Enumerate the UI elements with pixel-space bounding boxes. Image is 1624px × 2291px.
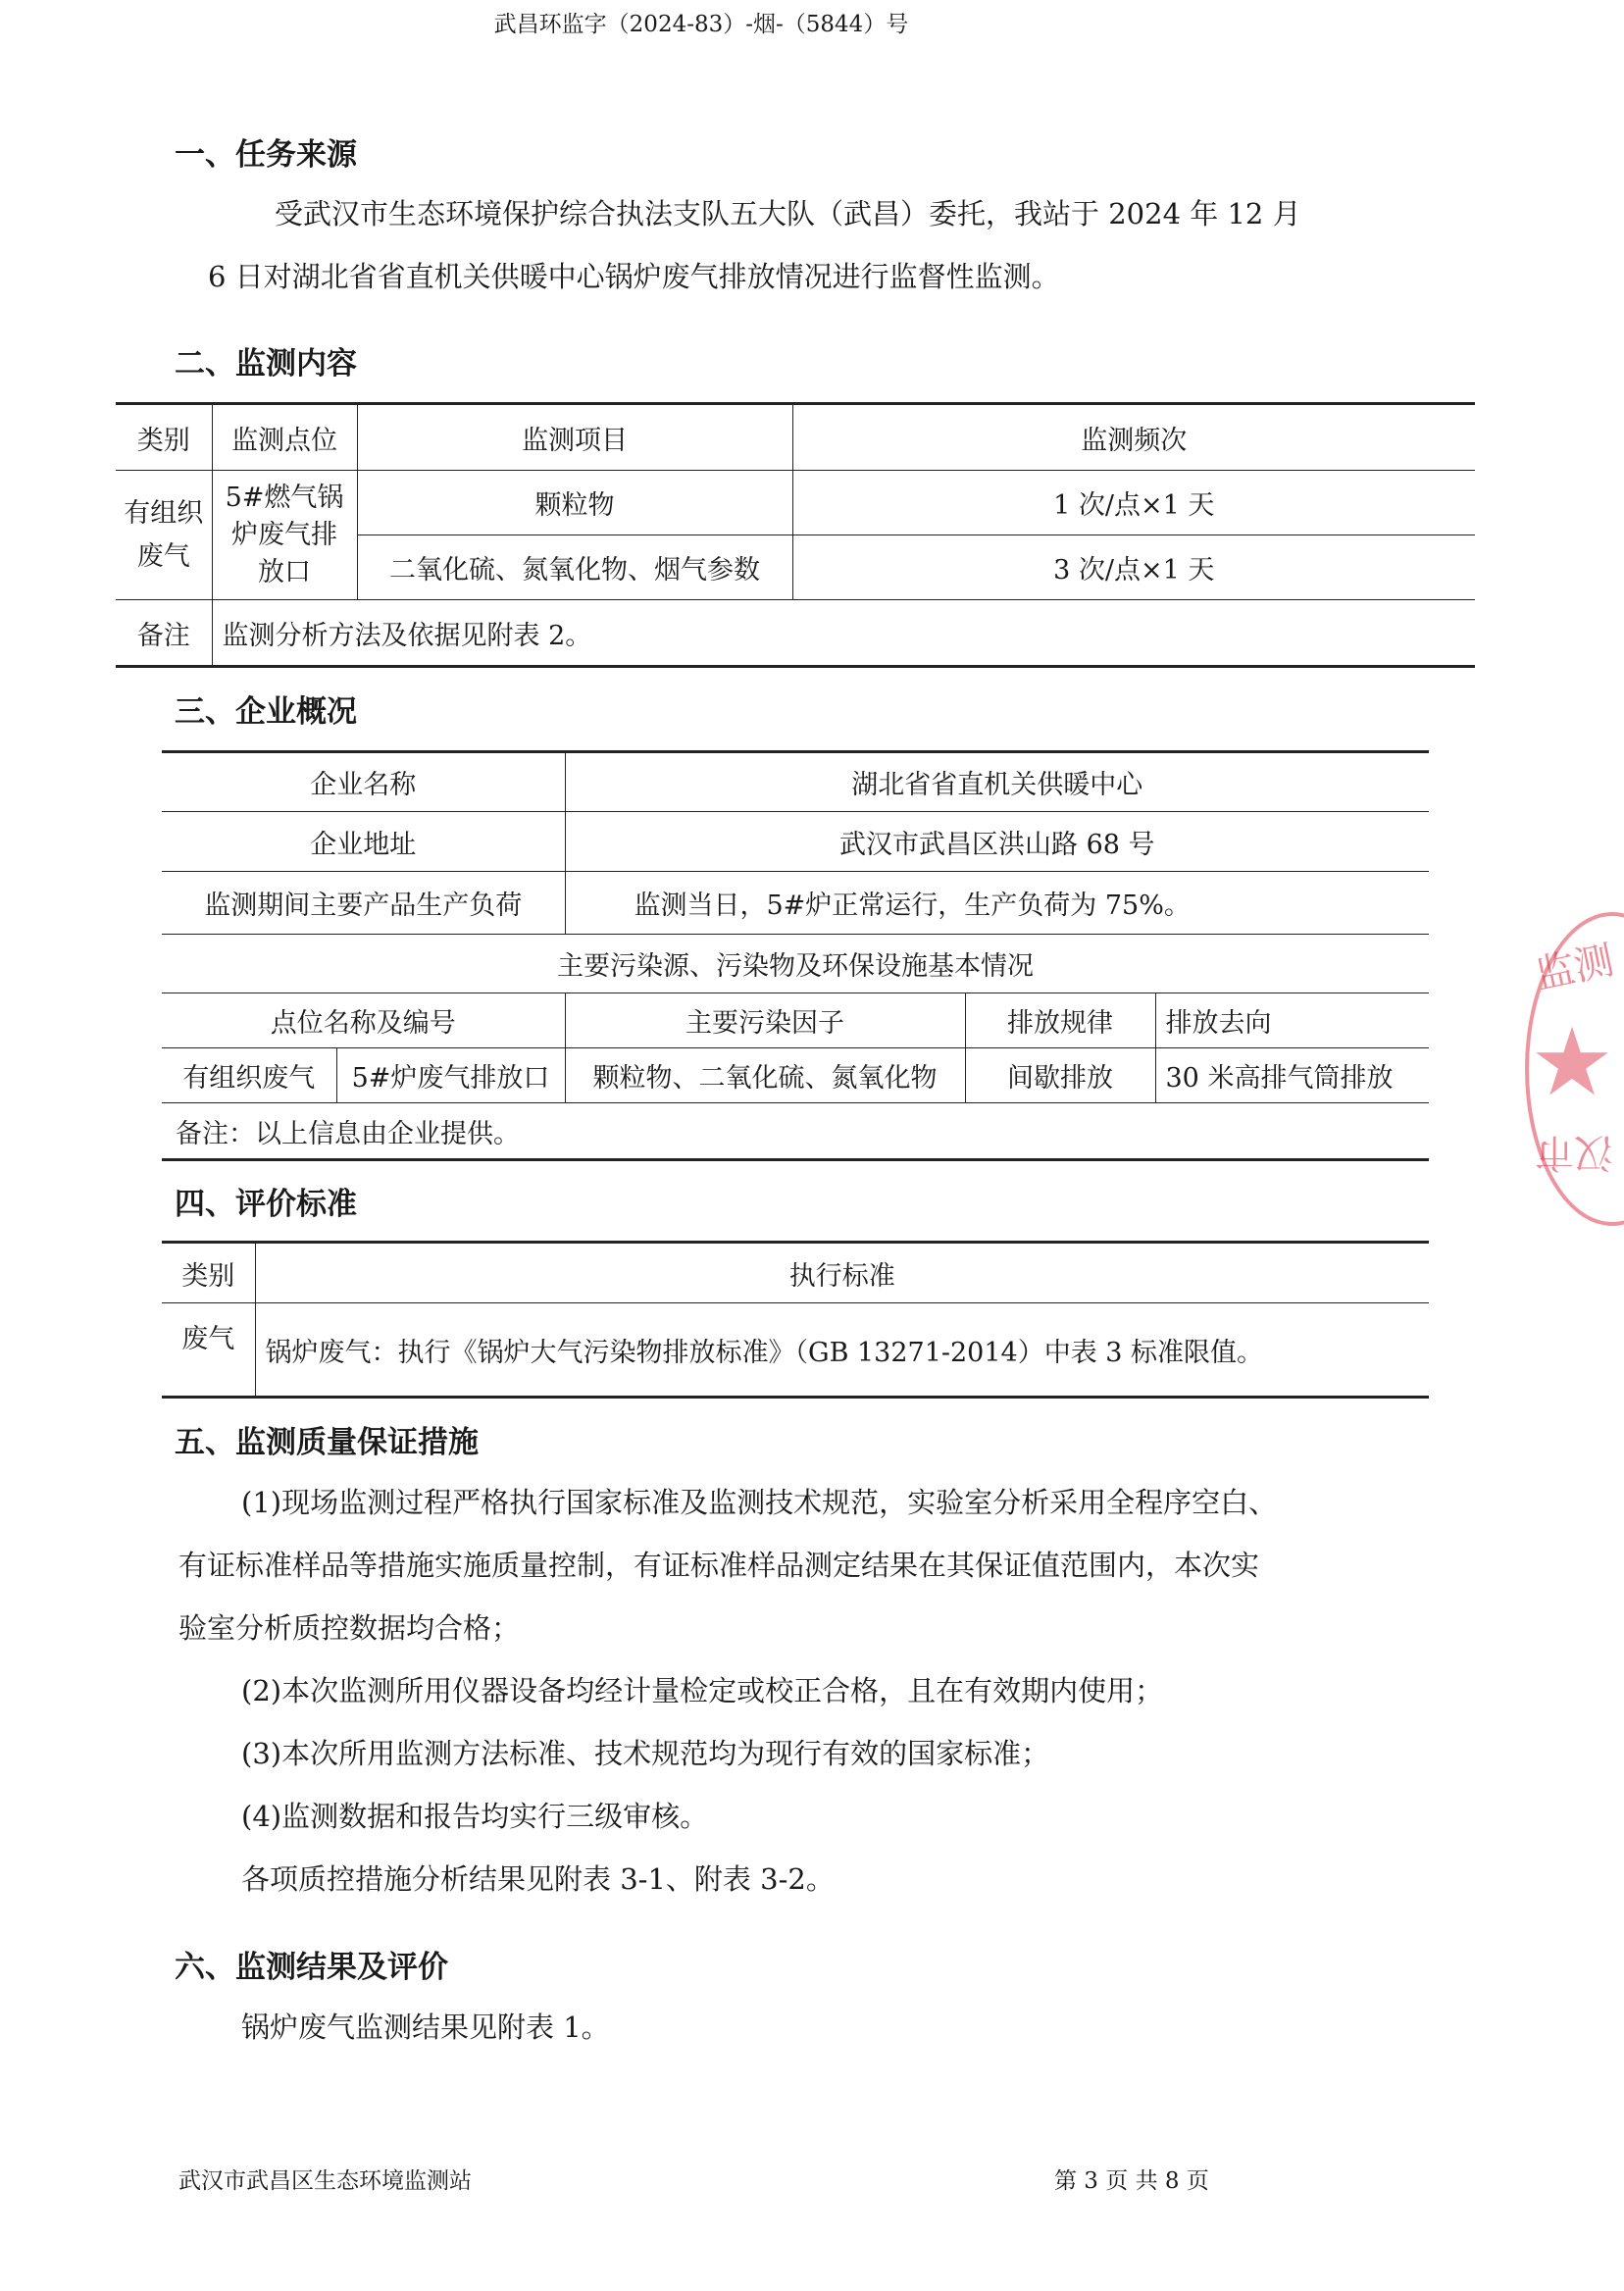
point-line-2: 炉废气排 bbox=[231, 519, 337, 550]
section-4-title: 四、评价标准 bbox=[175, 1187, 357, 1222]
item-cell: 颗粒物 bbox=[357, 471, 792, 535]
remark-label: 备注 bbox=[116, 600, 212, 667]
monitoring-content-table bbox=[116, 402, 1475, 668]
point-cell bbox=[212, 471, 357, 600]
source-type: 有组织废气 bbox=[162, 1048, 336, 1103]
enterprise-name: 湖北省省直机关供暖中心 bbox=[565, 752, 1429, 812]
footer-page-number: 第 3 页 共 8 页 bbox=[1054, 2168, 1209, 2194]
production-load: 监测当日，5#炉正常运行，生产负荷为 75%。 bbox=[565, 872, 1429, 935]
header-frequency: 监测频次 bbox=[792, 404, 1475, 471]
section-3-title: 三、企业概况 bbox=[175, 694, 357, 730]
column-point-name: 点位名称及编号 bbox=[162, 993, 565, 1048]
frequency-cell: 3 次/点×1 天 bbox=[792, 535, 1475, 600]
seal-text-bottom: 汉市 bbox=[1535, 1130, 1613, 1175]
qa-line-3: 验室分析质控数据均合格； bbox=[178, 1611, 521, 1645]
source-point: 5#炉废气排放口 bbox=[336, 1048, 565, 1103]
header-point: 监测点位 bbox=[212, 404, 357, 471]
seal-star-icon: ★ bbox=[1530, 1007, 1615, 1117]
enterprise-address: 武汉市武昌区洪山路 68 号 bbox=[565, 812, 1429, 872]
point-line-1: 5#燃气锅 bbox=[225, 482, 344, 513]
qa-line-6: (4)监测数据和报告均实行三级审核。 bbox=[241, 1800, 709, 1833]
qa-line-4: (2)本次监测所用仪器设备均经计量检定或校正合格，且在有效期内使用； bbox=[241, 1674, 1164, 1707]
qa-line-5: (3)本次所用监测方法标准、技术规范均为现行有效的国家标准； bbox=[241, 1737, 1050, 1770]
enterprise-overview-table bbox=[162, 750, 1429, 1161]
section-1-line-1: 受武汉市生态环境保护综合执法支队五大队（武昌）委托，我站于 2024 年 12 月 bbox=[275, 197, 1301, 230]
standard-header-execution: 执行标准 bbox=[255, 1243, 1429, 1303]
seal-text-top: 监测 bbox=[1531, 938, 1618, 998]
qa-line-7: 各项质控措施分析结果见附表 3-1、附表 3-2。 bbox=[241, 1862, 835, 1896]
standard-category: 废气 bbox=[162, 1303, 255, 1398]
header-item: 监测项目 bbox=[357, 404, 792, 471]
footer-organization: 武汉市武昌区生态环境监测站 bbox=[178, 2168, 472, 2194]
emission-pattern: 间歇排放 bbox=[965, 1048, 1155, 1103]
document-number: 武昌环监字（2024-83）-烟-（5844）号 bbox=[493, 12, 909, 37]
standard-header-category: 类别 bbox=[162, 1243, 255, 1303]
frequency-cell: 1 次/点×1 天 bbox=[792, 471, 1475, 535]
section-6-title: 六、监测结果及评价 bbox=[175, 1950, 448, 1985]
column-pollutants: 主要污染因子 bbox=[565, 993, 965, 1048]
category-cell bbox=[116, 471, 212, 600]
results-line: 锅炉废气监测结果见附表 1。 bbox=[241, 2011, 610, 2044]
column-emission-destination: 排放去向 bbox=[1155, 993, 1429, 1048]
enterprise-name-label: 企业名称 bbox=[162, 752, 565, 812]
point-line-3: 放口 bbox=[258, 556, 311, 587]
section-5-title: 五、监测质量保证措施 bbox=[175, 1425, 479, 1460]
production-load-label: 监测期间主要产品生产负荷 bbox=[162, 872, 565, 935]
section-1-title: 一、任务来源 bbox=[175, 137, 357, 173]
enterprise-remark: 备注：以上信息由企业提供。 bbox=[162, 1103, 1429, 1160]
qa-line-1: (1)现场监测过程严格执行国家标准及监测技术规范，实验室分析采用全程序空白、 bbox=[241, 1486, 1278, 1519]
pollutant-factors: 颗粒物、二氧化硫、氮氧化物 bbox=[565, 1048, 965, 1103]
enterprise-address-label: 企业地址 bbox=[162, 812, 565, 872]
header-category: 类别 bbox=[116, 404, 212, 471]
category-line-2: 废气 bbox=[136, 540, 190, 572]
emission-destination: 30 米高排气筒排放 bbox=[1155, 1048, 1429, 1103]
section-1-line-2: 6 日对湖北省省直机关供暖中心锅炉废气排放情况进行监督性监测。 bbox=[208, 260, 1060, 293]
item-cell: 二氧化硫、氮氧化物、烟气参数 bbox=[357, 535, 792, 600]
pollution-info-title: 主要污染源、污染物及环保设施基本情况 bbox=[162, 935, 1429, 993]
column-emission-pattern: 排放规律 bbox=[965, 993, 1155, 1048]
evaluation-standard-table bbox=[162, 1241, 1429, 1399]
category-line-1: 有组织 bbox=[124, 497, 204, 529]
standard-text: 锅炉废气：执行《锅炉大气污染物排放标准》（GB 13271-2014）中表 3 标准限值。 bbox=[255, 1303, 1429, 1398]
section-2-title: 二、监测内容 bbox=[175, 346, 357, 382]
qa-line-2: 有证标准样品等措施实施质量控制，有证标准样品测定结果在其保证值范围内，本次实 bbox=[178, 1549, 1260, 1582]
remark-text: 监测分析方法及依据见附表 2。 bbox=[212, 600, 1475, 667]
